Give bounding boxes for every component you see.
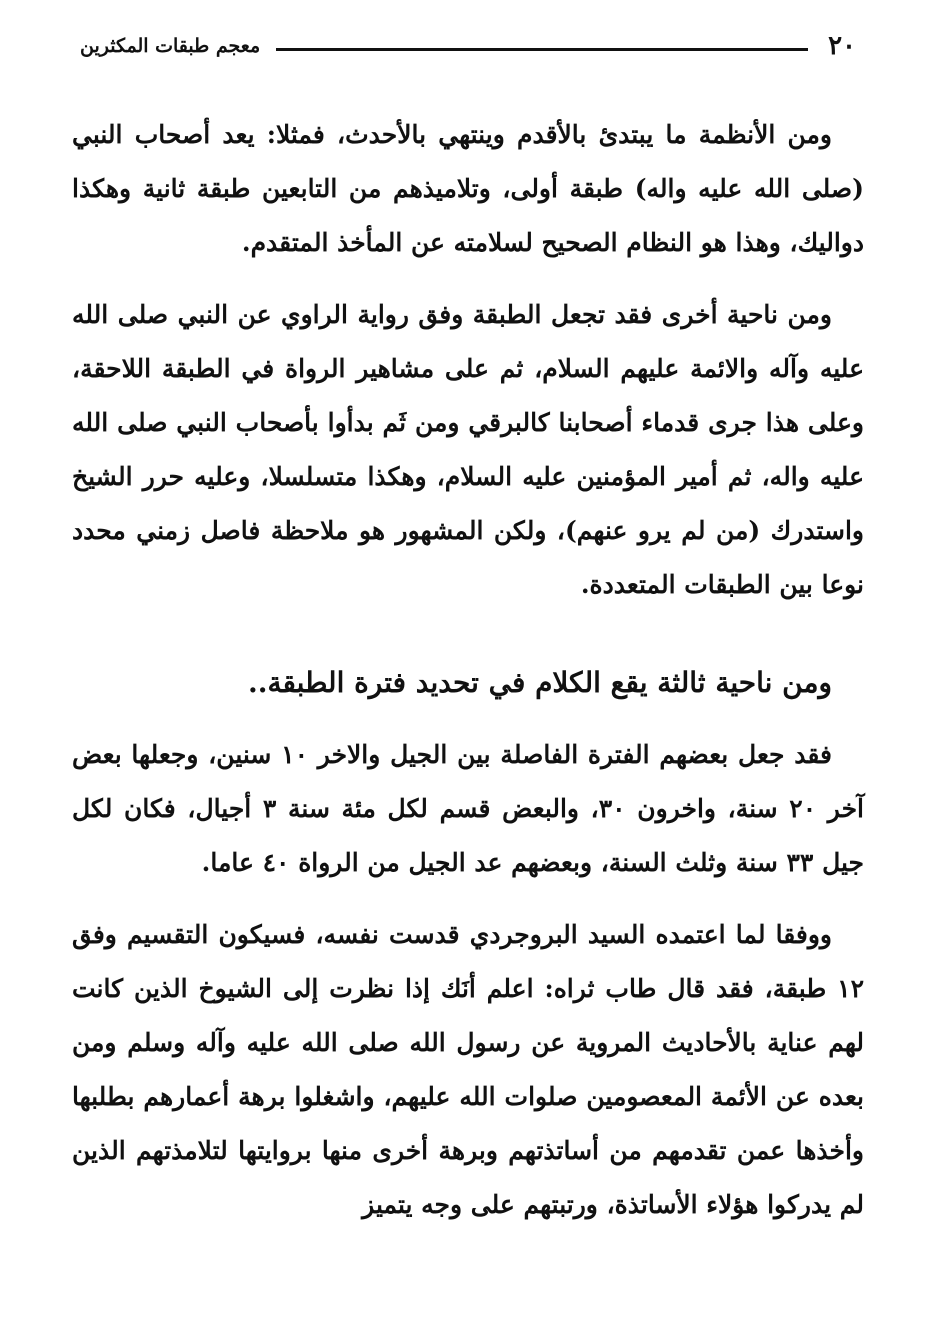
paragraph-borujerdi-classification: ووفقا لما اعتمده السيد البروجردي قدست نفسه، فسيكون التقسيم وفق ١٢ طبقة، فقد قال طاب ثراه: اعلم أنَك إذا نظرت إلى الشيوخ الذين كانت لهم عناية بالأحاديث المروية عن رسول الله صلى الله عليه وآله وسلم ومن بعده عن الأئمة المعصومين صلوات الله عليهم، واشغلوا برهة أعمارهم بطلبها وأخذها عمن تقدمهم من أساتذتهم وبرهة أخرى منها بروايتها لتلامذتهم الذين لم يدركوا هؤلاء الأساتذة، ورتبتهم على وجه يتميز <box>72 920 864 1219</box>
paragraph-gap <box>72 270 864 288</box>
paragraph-gap <box>72 890 864 908</box>
page-number: ٢٠ <box>828 31 856 61</box>
page-header <box>80 26 856 66</box>
page-body <box>72 108 864 1232</box>
section-gap <box>72 612 864 656</box>
paragraph-gap <box>72 710 864 728</box>
paragraph-generation-intervals: فقد جعل بعضهم الفترة الفاصلة بين الجيل والاخر ١٠ سنين، وجعلها بعض آخر ٢٠ سنة، واخرون ٣٠، والبعض قسم لكل مئة سنة ٣ أجيال، فكان لكل جيل ٣٣ سنة وثلث السنة، وبعضهم عد الجيل من الرواة ٤٠ عاما. <box>72 740 865 877</box>
running-title: معجم طبقات المكثرين <box>80 35 261 57</box>
paragraph-ordering-by-narration: ومن ناحية أخرى فقد تجعل الطبقة وفق رواية الراوي عن النبي صلى الله عليه وآله والائمة عليهم السلام، ثم على مشاهير الرواة في الطبقة اللاحقة، وعلى هذا جرى قدماء أصحابنا كالبرقي ومن ثَم بدأوا بأصحاب النبي صلى الله عليه واله، ثم أمير المؤمنين عليه السلام، وهكذا متسلسلا، وعليه حرر الشيخ واستدرك (من لم يرو عنهم)، ولكن المشهور هو ملاحظة فاصل زمني محدد نوعا بين الطبقات المتعددة. <box>72 300 864 599</box>
section-heading: ومن ناحية ثالثة يقع الكلام في تحديد فترة الطبقة.. <box>247 666 832 699</box>
paragraph-ordering-oldest-first: ومن الأنظمة ما يبتدئ بالأقدم وينتهي بالأحدث، فمثلا: يعد أصحاب النبي (صلى الله عليه واله) طبقة أولى، وتلاميذهم من التابعين طبقة ثانية وهكذا دواليك، وهذا هو النظام الصحيح لسلامته عن المأخذ المتقدم. <box>72 120 864 257</box>
header-rule <box>276 48 808 51</box>
